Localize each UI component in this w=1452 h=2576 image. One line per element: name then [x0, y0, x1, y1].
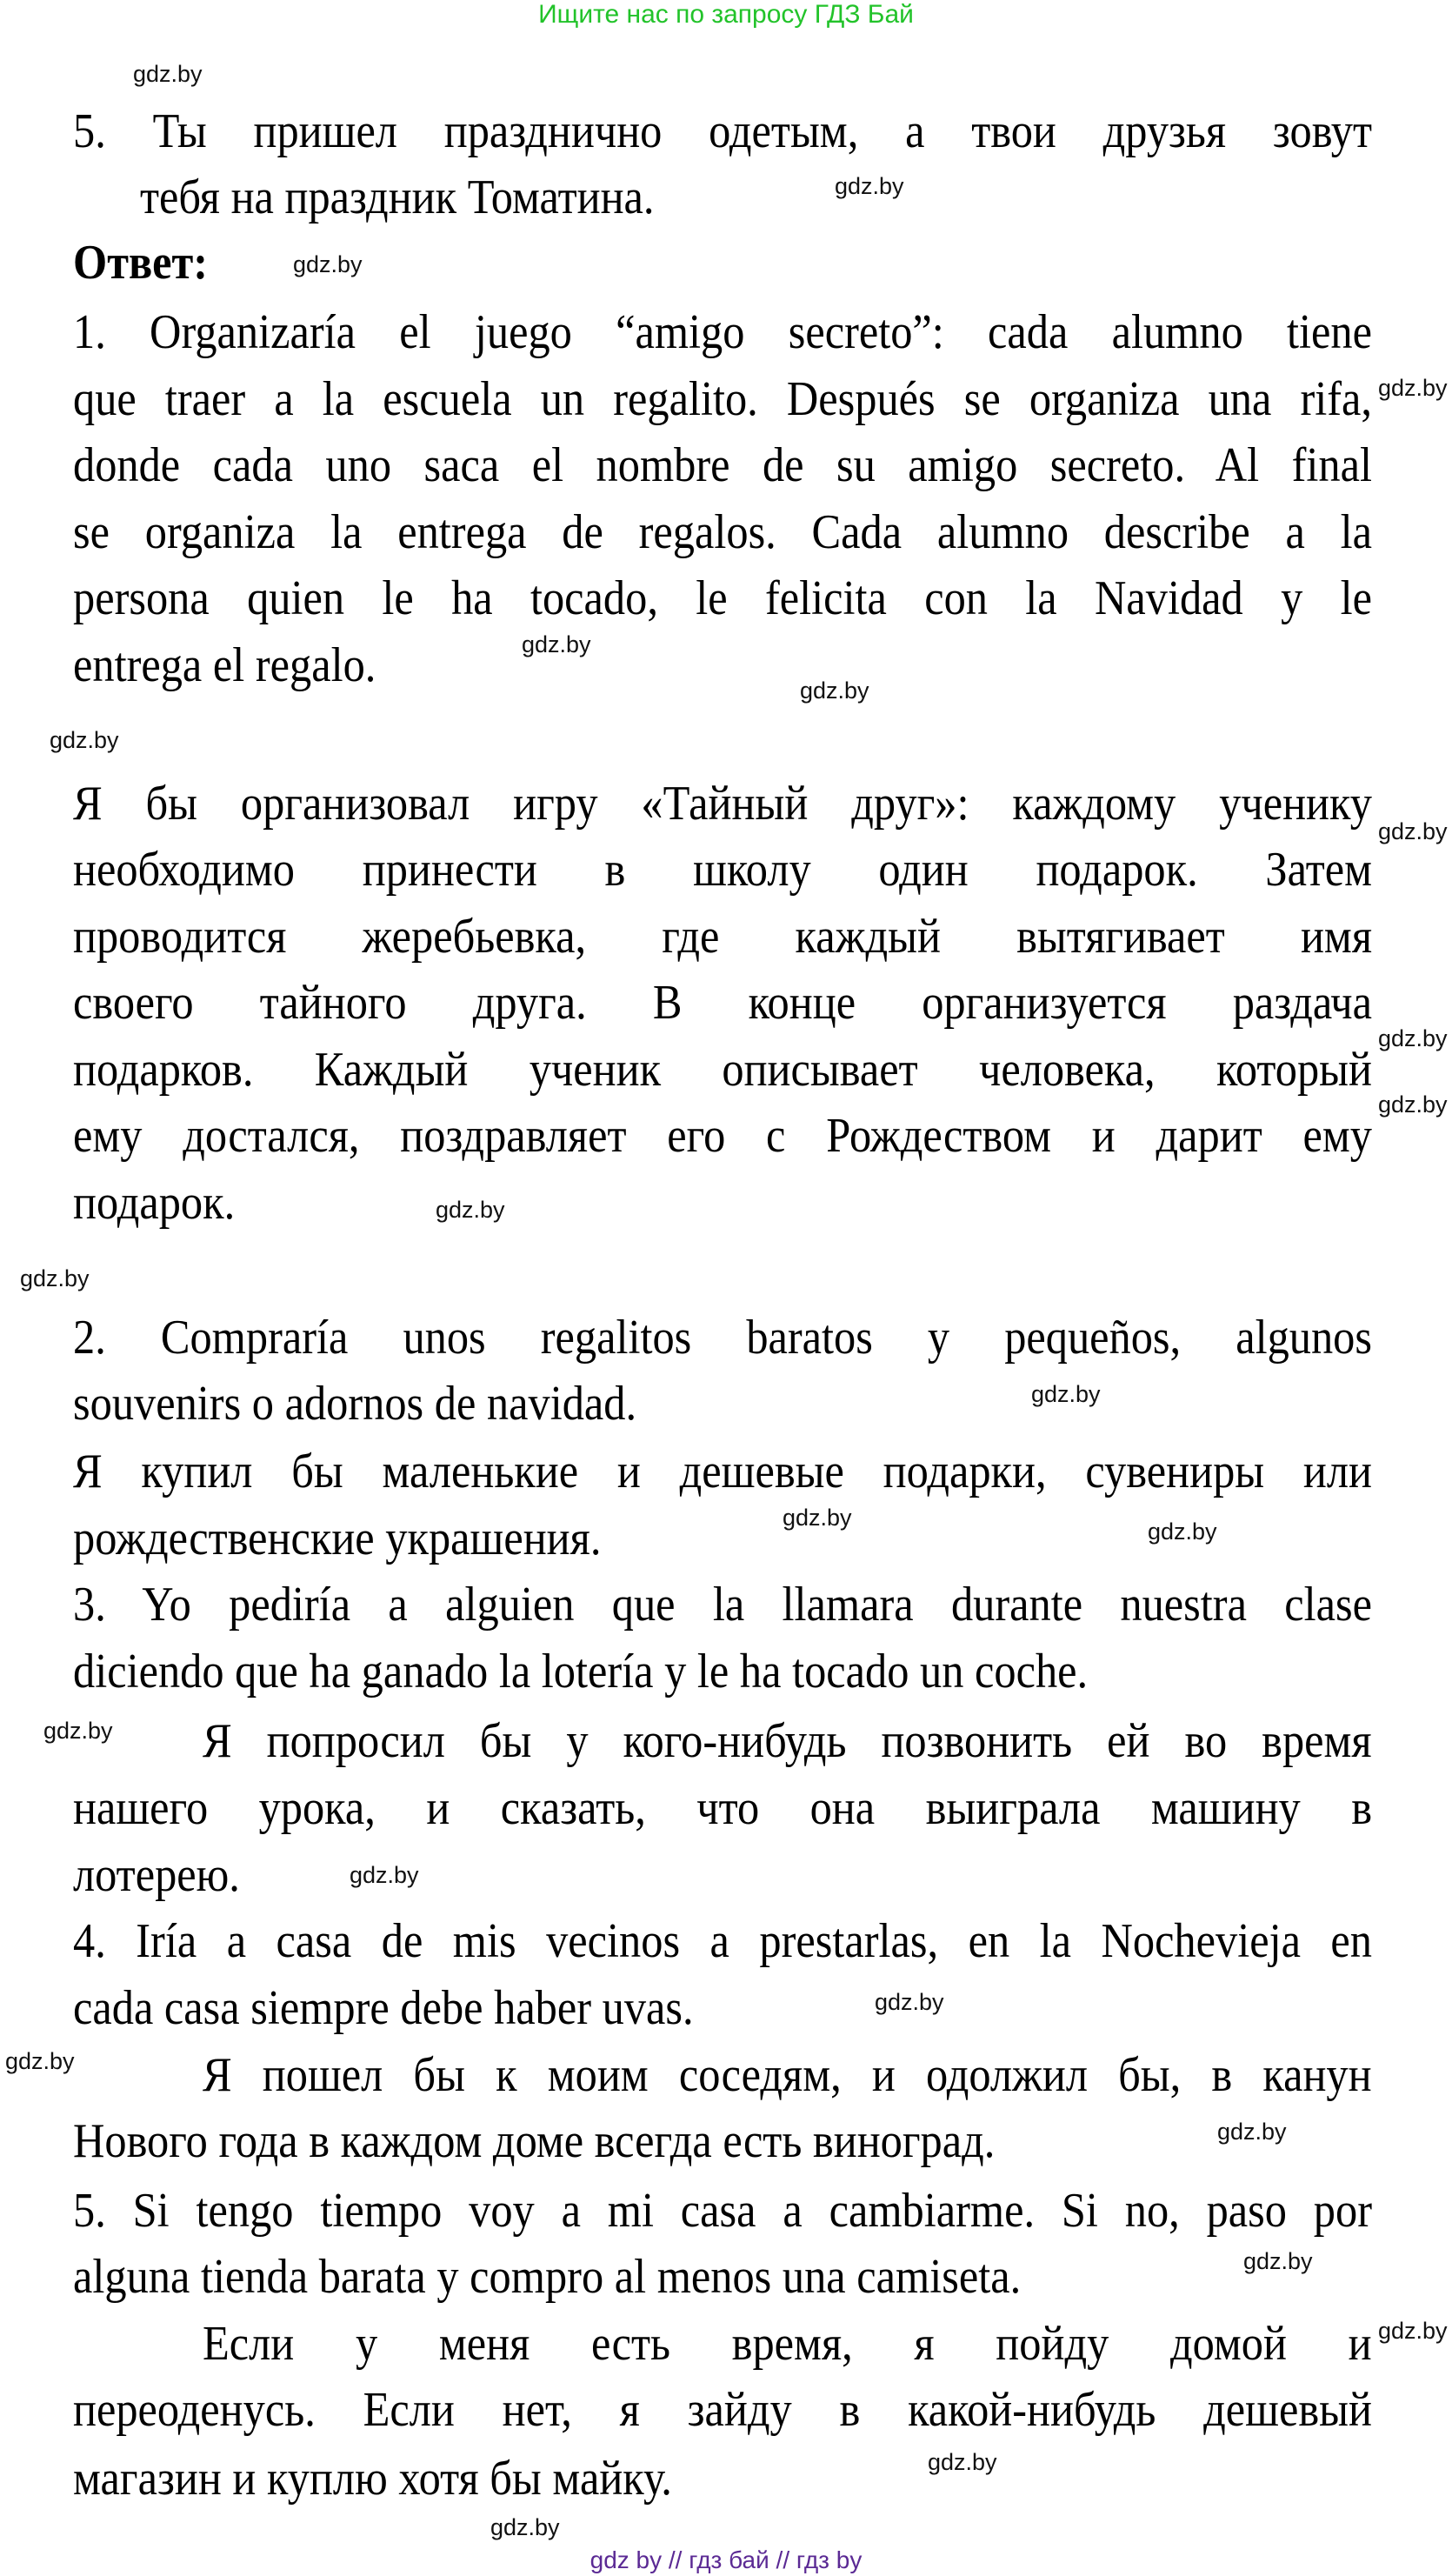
- answer-1-ru-line: проводится жеребьевка, где каждый вытягивает имя: [73, 910, 1372, 964]
- question-line: 5. Ты пришел празднично одетым, а твои друзья зовут: [73, 104, 1372, 158]
- watermark: gdz.by: [350, 1862, 419, 1888]
- watermark: gdz.by: [43, 1718, 113, 1744]
- watermark: gdz.by: [133, 61, 203, 87]
- answer-1-ru-line: необходимо принести в школу один подарок. Затем: [73, 843, 1372, 897]
- answer-1-es-line: donde cada uno saca el nombre de su amigo secreto. Al final: [73, 438, 1372, 492]
- answer-5-es-line: 5. Si tengo tiempo voy a mi casa a cambiarme. Si no, paso por: [73, 2184, 1372, 2238]
- watermark: gdz.by: [1378, 375, 1448, 401]
- answer-1-es-line: que traer a la escuela un regalito. Después se organiza una rifa,: [73, 372, 1372, 426]
- watermark: gdz.by: [800, 677, 869, 704]
- answer-2-ru-line: Я купил бы маленькие и дешевые подарки, сувениры или: [73, 1445, 1372, 1498]
- watermark: gdz.by: [1378, 1025, 1448, 1051]
- watermark: gdz.by: [1217, 2119, 1287, 2145]
- watermark: gdz.by: [1378, 2318, 1448, 2344]
- answer-2-ru-line: рождественские украшения.: [73, 1512, 602, 1565]
- watermark: gdz.by: [928, 2449, 997, 2475]
- watermark: gdz.by: [5, 2048, 75, 2074]
- watermark: gdz.by: [1243, 2248, 1313, 2274]
- answer-label: Ответ:: [73, 236, 209, 290]
- watermark: gdz.by: [436, 1197, 505, 1223]
- watermark: gdz.by: [1148, 1518, 1217, 1545]
- answer-1-es-line: entrega el regalo.: [73, 638, 376, 692]
- answer-1-es-line: 1. Organizaría el juego “amigo secreto”: cada alumno tiene: [73, 305, 1372, 359]
- answer-1-ru-line: своего тайного друга. В конце организуется раздача: [73, 976, 1372, 1030]
- answer-4-ru-line: Нового года в каждом доме всегда есть виноград.: [73, 2114, 996, 2168]
- watermark: gdz.by: [835, 173, 904, 199]
- answer-5-ru-line: магазин и куплю хотя бы майку.: [73, 2452, 672, 2506]
- site-footer: gdz by // гдз бай // гдз by: [589, 2546, 863, 2573]
- answer-1-ru-line: подарок.: [73, 1176, 236, 1230]
- watermark: gdz.by: [490, 2514, 560, 2540]
- question-line: тебя на праздник Томатина.: [140, 170, 655, 224]
- watermark: gdz.by: [293, 251, 363, 277]
- answer-3-es-line: 3. Yo pediría a alguien que la llamara durante nuestra clase: [73, 1578, 1372, 1632]
- watermark: gdz.by: [1378, 818, 1448, 844]
- search-hint-header: Ищите нас по запросу ГДЗ Бай: [538, 0, 914, 29]
- answer-3-ru-line: лотерею.: [73, 1848, 240, 1902]
- watermark: gdz.by: [783, 1505, 852, 1531]
- watermark: gdz.by: [875, 1989, 944, 2015]
- watermark: gdz.by: [1031, 1381, 1101, 1407]
- watermark: gdz.by: [522, 631, 591, 657]
- answer-5-es-line: alguna tienda barata y compro al menos una camiseta.: [73, 2250, 1022, 2304]
- answer-5-ru-line: Если у меня есть время, я пойду домой и: [203, 2317, 1372, 2371]
- answer-2-es-line: souvenirs o adornos de navidad.: [73, 1377, 637, 1431]
- answer-4-es-line: 4. Iría a casa de mis vecinos a prestarlas, en la Nochevieja en: [73, 1914, 1372, 1968]
- answer-1-es-line: se organiza la entrega de regalos. Cada alumno describe a la: [73, 505, 1372, 559]
- watermark: gdz.by: [20, 1265, 90, 1291]
- answer-3-ru-line: Я попросил бы у кого-нибудь позвонить ей во время: [203, 1714, 1372, 1768]
- answer-4-es-line: cada casa siempre debe haber uvas.: [73, 1981, 694, 2035]
- answer-1-es-line: persona quien le ha tocado, le felicita con la Navidad y le: [73, 571, 1372, 625]
- answer-4-ru-line: Я пошел бы к моим соседям, и одолжил бы, в канун: [203, 2048, 1372, 2102]
- watermark: gdz.by: [50, 727, 119, 753]
- answer-5-ru-line: переоденусь. Если нет, я зайду в какой-нибудь дешевый: [73, 2383, 1372, 2437]
- answer-3-ru-line: нашего урока, и сказать, что она выиграла машину в: [73, 1781, 1372, 1835]
- answer-3-es-line: diciendo que ha ganado la lotería y le ha tocado un coche.: [73, 1645, 1089, 1698]
- answer-1-ru-line: ему достался, поздравляет его с Рождеством и дарит ему: [73, 1109, 1372, 1163]
- answer-1-ru-line: подарков. Каждый ученик описывает человека, который: [73, 1043, 1372, 1097]
- watermark: gdz.by: [1378, 1091, 1448, 1118]
- answer-1-ru-line: Я бы организовал игру «Тайный друг»: каждому ученику: [73, 777, 1372, 831]
- answer-2-es-line: 2. Compraría unos regalitos baratos y pequeños, algunos: [73, 1311, 1372, 1365]
